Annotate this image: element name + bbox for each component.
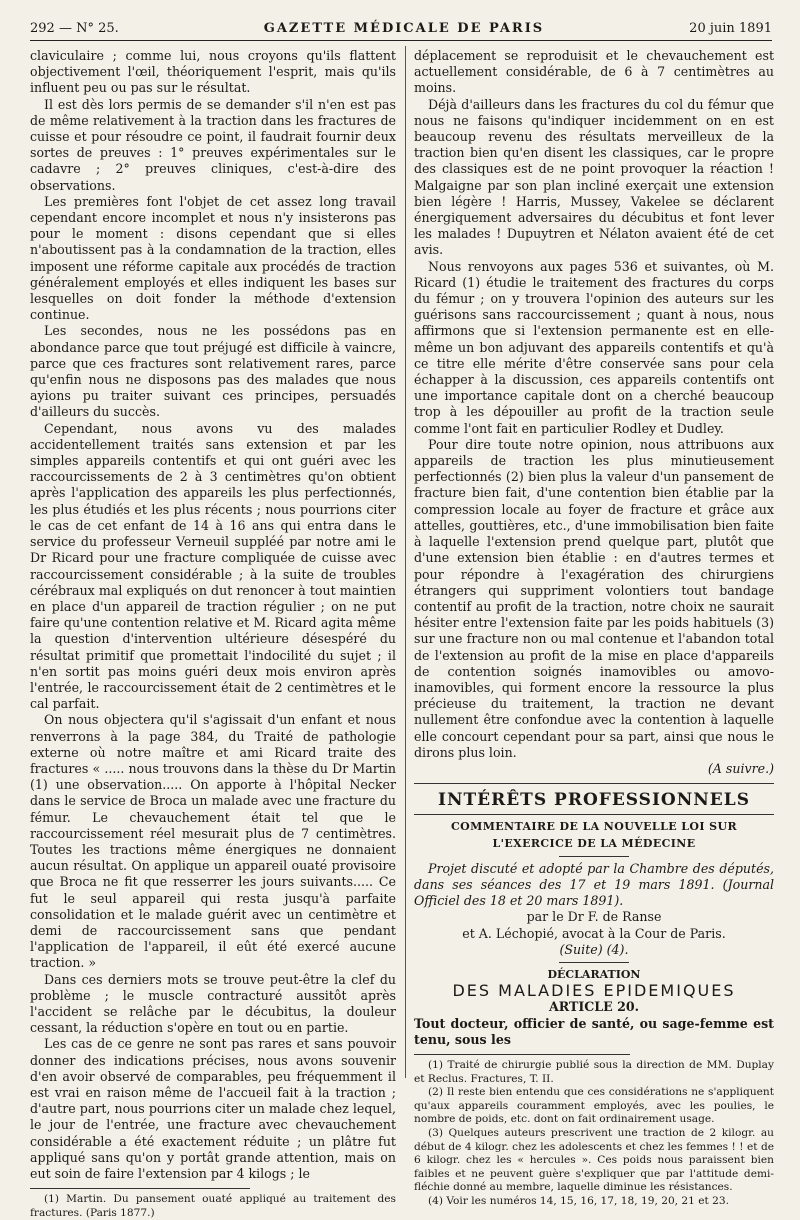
left-column <box>30 48 396 1219</box>
footnotes-left <box>30 1193 396 1220</box>
declaration-heading: DÉCLARATION <box>547 967 641 981</box>
paragraph: Dans ces derniers mots se trouve peut-être la clef du problème ; le muscle contracturé aussitôt après l'accident se relâche par le décubitus, la douleur cessant, la réduction s'opère en tout ou en partie. <box>30 971 396 1036</box>
continued-note: (A suivre.) <box>707 760 774 776</box>
paragraph: Les premières font l'objet de cet assez long travail cependant encore incomplet et nous n'y insisterons pas pour le moment : disons cependant que si elles n'aboutissent pas à la condamnation de la traction, elles imposent une réforme capitale aux procédés de traction généralement employés et elles indiquent les bases sur lesquelles on doit fonder la méthode d'extension continue. <box>30 193 396 323</box>
paragraph: Il est dès lors permis de se demander s'il n'en est pas de même relativement à la traction dans les fractures de cuisse et pour résoudre ce point, il faudrait fournir deux sortes de preuves : 1° preuves expérimentales sur le cadavre ; 2° preuves cliniques, c'est-à-dire des observations. <box>30 96 396 193</box>
right-column <box>414 48 774 1207</box>
section-title: INTÉRÊTS PROFESSIONNELS <box>438 790 750 811</box>
paragraph: Cependant, nous avons vu des malades accidentellement traités sans extension et par les simples appareils contentifs et qui ont guéri avec les raccourcissements de 2 à 3 centimètres qu'on obtient après l'application des appareils les plus perfectionnés, les plus étudiés et les plus récents ; nous pourrions citer le cas de cet enfant de 14 à 16 ans qui entra dans le service du professeur Verneuil suppléé par notre ami le Dr Ricard pour une fracture compliquée de cuisse avec raccourcissement considérable ; à la suite de troubles cérébraux mal expliqués on dut renoncer à tout maintien en place d'un appareil de traction régulier ; on ne put faire qu'une contention relative et M. Ricard agita même la question d'intervention ultérieure désespéré du résultat primitif que promettait l'indocilité du sujet ; il n'en sortit pas moins guéri deux mois environ après l'entrée, le raccourcissement était de 2 centimètres et le cal parfait. <box>30 420 396 712</box>
footnote: (3) Quelques auteurs prescrivent une traction de 2 kilogr. au début de 4 kilogr. chez les adolescents et chez les femmes ! ! et de 6 kilogr. chez les « hercules ». Ces poids nous paraissent bien faibles et ne peuvent guère s'expliquer que par l'attitude demi-fléchie donné au membre, laquelle diminue les résistances. <box>414 1126 774 1194</box>
short-rule <box>559 962 629 963</box>
footnotes-right <box>414 1059 774 1209</box>
paragraph: Les secondes, nous ne les possédons pas en abondance parce que tout préjugé est difficile à vaincre, parce que ces fractures sont relativement rares, parce qu'enfin nous ne disposons pas des malades que nous ayions pu traiter suivant ces principes, persuadés d'ailleurs du succès. <box>30 323 396 420</box>
paragraph: déplacement se reproduisit et le chevauchement est actuellement considérable, de 6 à 7 centimètres au moins. <box>414 48 774 96</box>
footnote: (4) Voir les numéros 14, 15, 16, 17, 18, 19, 20, 21 et 23. <box>428 1194 730 1207</box>
footnote-rule <box>414 1054 630 1055</box>
page-header <box>30 18 772 38</box>
article-heading: ARTICLE 20. <box>548 999 640 1015</box>
paragraph: Nous renvoyons aux pages 536 et suivantes, où M. Ricard (1) étudie le traitement des fractures du corps du fémur ; on y trouvera l'opinion des auteurs sur les guérisons sans raccourcissement ; quant à nous, nous affirmons que si l'extension permanente est en elle-même un bon adjuvant des appareils contentifs et qu'à ce titre elle mérite d'être conservée sans pour cela échapper à la discussion, ces appareils contentifs ont une importance capitale dont on a cherché beaucoup trop à les dépouiller au profit de la traction seule comme l'ont fait en particulier Rodley et Dudley. <box>414 258 774 436</box>
paragraph: claviculaire ; comme lui, nous croyons qu'ils flattent objectivement l'œil, théoriquement l'esprit, mais qu'ils influent peu ou pas sur le résultat. <box>30 48 396 96</box>
author-line: et A. Léchopié, avocat à la Cour de Paris. <box>462 925 726 941</box>
suite-note: (Suite) (4). <box>559 941 629 957</box>
footnote: (2) Il reste bien entendu que ces considérations ne s'appliquent qu'aux appareils couramment employés, avec les poulies, le nombre de poids, etc. dont on fait ordinairement usage. <box>414 1086 774 1126</box>
issue-date: 20 juin 1891 <box>689 20 772 36</box>
footnote: (1) Traité de chirurgie publié sous la direction de MM. Duplay et Reclus. Fractures, T. II. <box>414 1058 774 1085</box>
commentary-title: COMMENTAIRE DE LA NOUVELLE LOI SUR L'EXERCICE DE LA MÉDECINE <box>450 820 737 850</box>
paragraph: Déjà d'ailleurs dans les fractures du col du fémur que nous ne faisons qu'indiquer incidemment on en est beaucoup revenu des résultats merveilleux de la traction bien qu'en disent les classiques, car le propre des classiques est de ne point provoquer la réaction ! Malgaigne par son plan incliné exerçait une extension bien légère ! Harris, Mussey, Vakelee se déclarent énergiquement adversaires du décubitus et font lever les malades ! Dupuytren et Nélaton avaient été de cet avis. <box>414 96 774 258</box>
section-rule <box>414 814 774 815</box>
header-rule <box>30 40 772 41</box>
page-number: 292 — N° 25. <box>30 20 119 36</box>
projet-note: Projet discuté et adopté par la Chambre des députés, dans ses séances des 17 et 19 mars 1891. (Journal Officiel des 18 et 20 mars 1891). <box>414 860 774 909</box>
paragraph: Pour dire toute notre opinion, nous attribuons aux appareils de traction les plus minutieusement perfectionnés (2) bien plus la valeur d'un pansement de fracture bien fait, d'une contention bien établie par la compression locale au foyer de fracture et grâce aux attelles, gouttières, etc., d'une immobilisation bien faite à laquelle l'extension prend quelque part, plutôt que d'une extension bien établie : en d'autres termes et pour répondre à l'exagération des chirurgiens étrangers qui suppriment volontiers tout bandage contentif au profit de la traction, notre choix ne saurait hésiter entre l'extension faite par les poids habituels (3) sur une fracture non ou mal contenue et l'abandon total de l'extension au profit de la mise en place d'appareils de contention soignés inamovibles ou amovo-inamovibles, qui forment encore la ressource la plus précieuse du traitement, la traction ne devant nullement être confondue avec la contention à laquelle elle concourt cependant pour sa part, ainsi que nous le dirons plus loin. <box>414 436 774 760</box>
section-rule <box>414 783 774 784</box>
journal-title: GAZETTE MÉDICALE DE PARIS <box>263 20 545 36</box>
maladies-heading: DES MALADIES EPIDEMIQUES <box>452 981 736 1001</box>
paragraph: On nous objectera qu'il s'agissait d'un enfant et nous renverrons à la page 384, du Traité de pathologie externe où notre maître et ami Ricard traite des fractures « ..... nous trouvons dans la thèse du Dr Martin (1) une observation..... On apporte à l'hôpital Necker dans le service de Broca un malade avec une fracture du fémur. Le chevauchement était tel que le raccourcissement réel mesurait plus de 7 centimètres. Toutes les tractions même énergiques ne donnaient aucun résultat. On applique un appareil ouaté provisoire que Broca ne fit que resserrer les jours suivants..... Ce fut le seul appareil qui resta jusqu'à parfaite consolidation et le malade guérit avec un centimètre et demi de raccourcissement sans que pendant l'application de l'appareil, il eût été exercé aucune traction. » <box>30 712 396 971</box>
author-line: par le Dr F. de Ranse <box>526 909 662 925</box>
short-rule <box>559 856 629 857</box>
column-divider <box>405 46 406 1078</box>
paragraph: Les cas de ce genre ne sont pas rares et sans pouvoir donner des indications précises, nous avons souvenir d'en avoir observé de comparables, peu fréquemment il est vrai en raison même de l'accueil fait à la traction ; d'autre part, nous pourrions citer un malade chez lequel, le jour de l'entrée, une fracture avec chevauchement considérable a été exactement réduite ; un plâtre fut appliqué sans qu'on y portât grande attention, mais on eut soin de faire l'extension par 4 kilogs ; le <box>30 1036 396 1182</box>
footnote-rule <box>30 1188 250 1189</box>
footnote: (1) Martin. Du pansement ouaté appliqué au traitement des fractures. (Paris 1877.) <box>30 1193 396 1219</box>
article-text: Tout docteur, officier de santé, ou sage-femme est tenu, sous les <box>414 1015 774 1047</box>
